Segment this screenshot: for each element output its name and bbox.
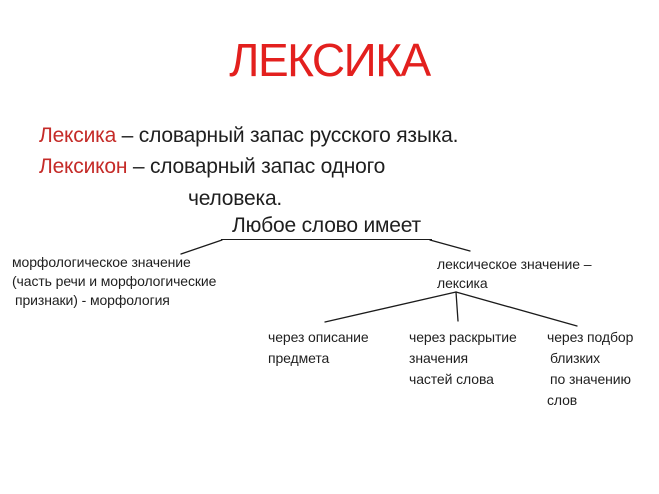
definition-rest-leksika: – словарный запас русского языка.: [116, 124, 459, 147]
connector-root-to-morphological: [181, 240, 222, 254]
node-line: через раскрытие: [409, 329, 517, 345]
leaf-node-word-parts: [409, 327, 517, 390]
node-line: признаки) - морфология: [15, 292, 170, 308]
term-leksika: Лексика: [39, 124, 117, 147]
slide-title: ЛЕКСИКА: [229, 34, 430, 86]
node-line: через описание: [268, 329, 369, 345]
connector-lexical-to-leaf-3: [456, 292, 577, 326]
definition-rest-leksikon: – словарный запас одного: [127, 155, 386, 178]
definition-line-leksikon: [39, 154, 385, 180]
node-line: предмета: [268, 350, 330, 366]
node-line: (часть речи и морфологические: [12, 273, 217, 289]
node-morphological-meaning: [12, 253, 216, 310]
connector-lexical-to-leaf-1: [325, 292, 456, 322]
tree-root-label: Любое слово имеет: [221, 213, 432, 240]
node-line: лексика: [437, 275, 488, 291]
definition-continuation: человека.: [188, 187, 283, 210]
node-line: лексическое значение –: [437, 256, 592, 272]
node-line: близких: [550, 350, 601, 366]
connector-lexical-to-leaf-2: [456, 292, 458, 321]
node-line: значения: [409, 350, 469, 366]
definition-line-leksika: [39, 123, 458, 149]
leaf-node-description: [268, 327, 369, 369]
node-line: частей слова: [409, 371, 494, 387]
node-line: морфологическое значение: [12, 254, 191, 270]
connector-root-to-lexical: [430, 240, 470, 251]
node-line: слов: [547, 392, 578, 408]
node-line: по значению: [550, 371, 631, 387]
term-leksikon: Лексикон: [39, 155, 128, 178]
node-lexical-meaning: [437, 255, 591, 293]
leaf-node-synonyms: [547, 327, 633, 411]
node-line: через подбор: [547, 329, 634, 345]
